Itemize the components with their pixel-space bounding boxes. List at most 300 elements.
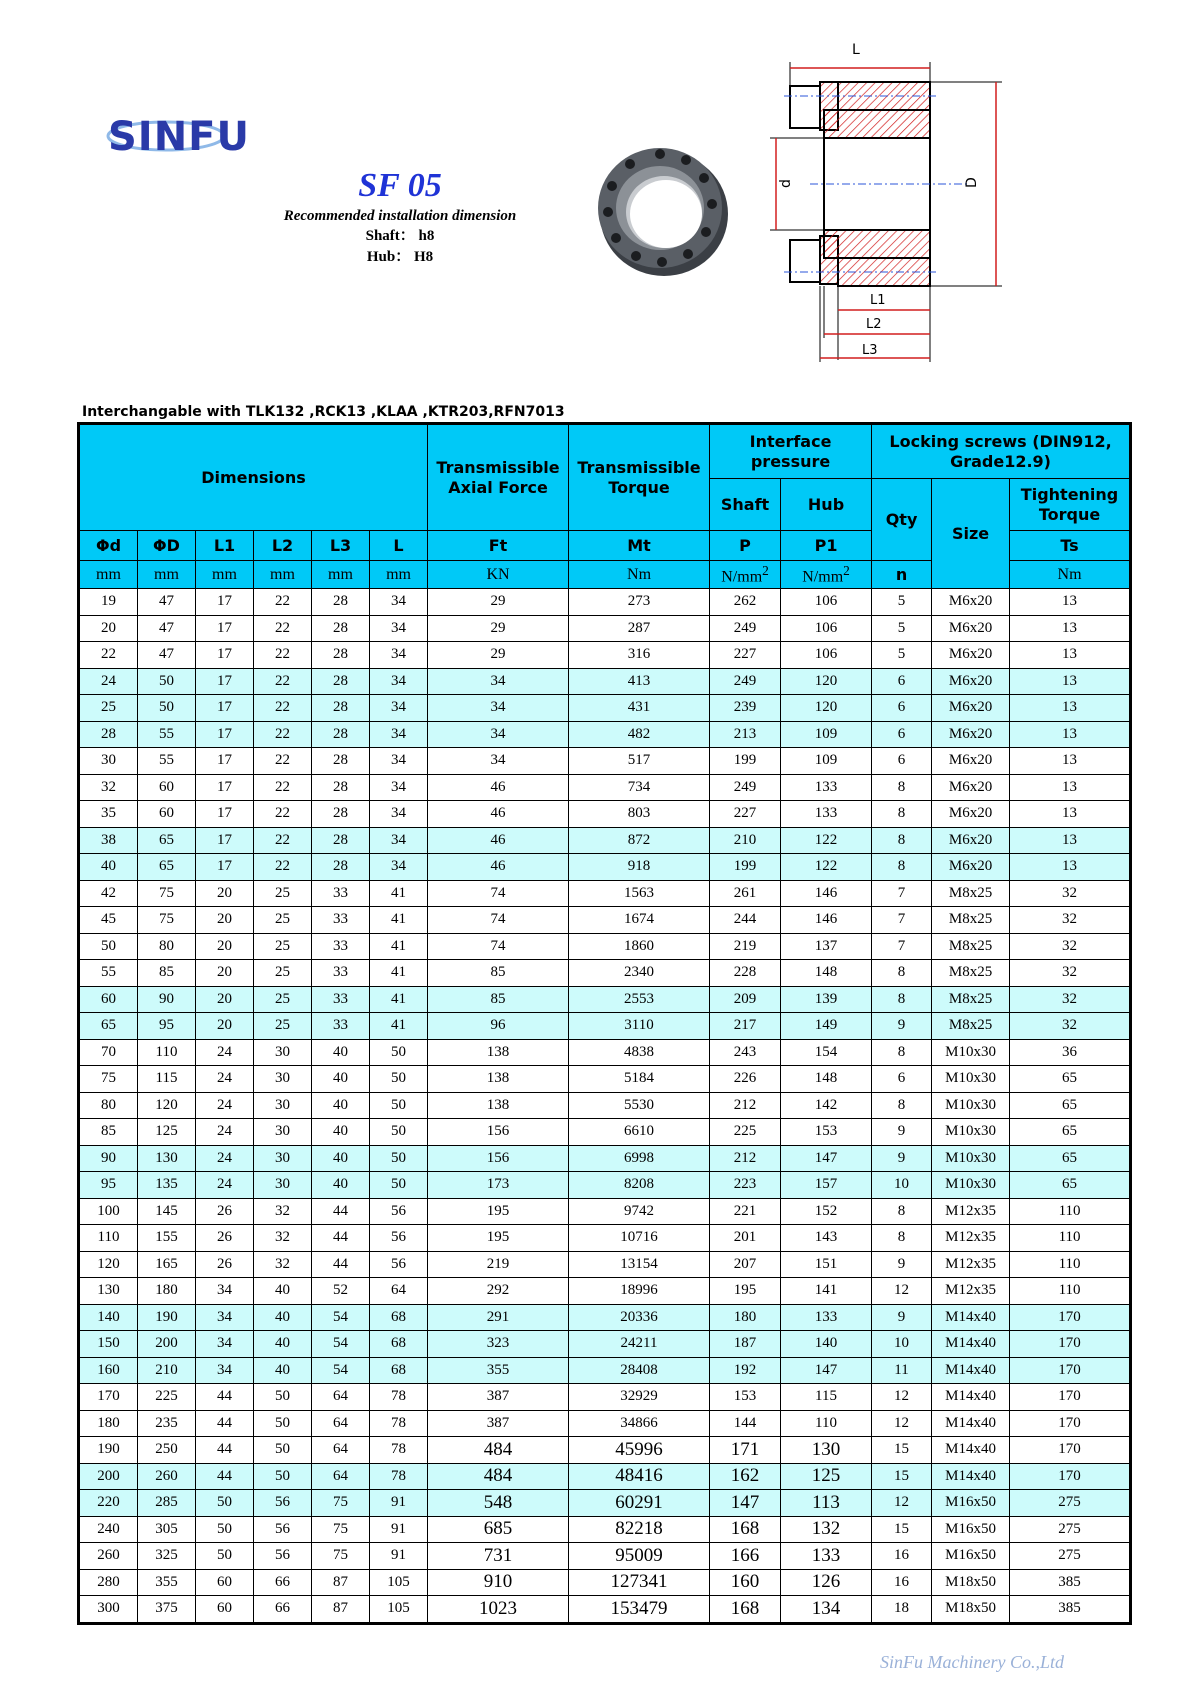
table-cell: 13	[1010, 668, 1130, 695]
table-cell: 160	[710, 1569, 781, 1596]
table-cell: M14x40	[932, 1384, 1010, 1411]
table-cell: 734	[569, 774, 710, 801]
table-cell: 138	[428, 1039, 569, 1066]
table-cell: 96	[428, 1013, 569, 1040]
table-cell: 17	[196, 748, 254, 775]
table-cell: 90	[138, 986, 196, 1013]
table-cell: 50	[138, 668, 196, 695]
table-cell: 9	[872, 1251, 932, 1278]
header-dimensions: Dimensions	[80, 425, 428, 531]
table-cell: 140	[80, 1304, 138, 1331]
table-cell: 34	[428, 668, 569, 695]
table-cell: 7	[872, 933, 932, 960]
table-cell: 6998	[569, 1145, 710, 1172]
table-cell: 50	[138, 695, 196, 722]
table-cell: 65	[1010, 1066, 1130, 1093]
table-cell: 50	[370, 1092, 428, 1119]
table-cell: 157	[781, 1172, 872, 1199]
table-cell: 41	[370, 986, 428, 1013]
table-cell: 146	[781, 880, 872, 907]
sym-D: ΦD	[138, 531, 196, 561]
table-cell: 22	[254, 668, 312, 695]
table-cell: 64	[370, 1278, 428, 1305]
table-cell: 325	[138, 1543, 196, 1570]
table-cell: 228	[710, 960, 781, 987]
table-cell: 168	[710, 1596, 781, 1623]
table-cell: 6	[872, 748, 932, 775]
table-cell: 22	[80, 642, 138, 669]
table-cell: 28	[312, 854, 370, 881]
table-cell: 24	[196, 1039, 254, 1066]
svg-text:D: D	[964, 177, 980, 188]
table-cell: 115	[138, 1066, 196, 1093]
table-cell: 162	[710, 1463, 781, 1490]
table-cell: 210	[710, 827, 781, 854]
table-cell: 22	[254, 615, 312, 642]
table-cell: 1563	[569, 880, 710, 907]
table-cell: 34	[370, 695, 428, 722]
table-cell: 387	[428, 1410, 569, 1437]
table-cell: 28	[312, 827, 370, 854]
table-cell: M8x25	[932, 933, 1010, 960]
table-cell: 5	[872, 615, 932, 642]
table-cell: M10x30	[932, 1039, 1010, 1066]
table-cell: 173	[428, 1172, 569, 1199]
table-cell: 34	[370, 774, 428, 801]
table-row	[80, 1039, 1130, 1066]
table-cell: 8	[872, 960, 932, 987]
table-cell: 85	[428, 960, 569, 987]
table-cell: 155	[138, 1225, 196, 1252]
table-cell: 150	[80, 1331, 138, 1358]
table-cell: 8	[872, 827, 932, 854]
table-cell: 87	[312, 1596, 370, 1623]
table-cell: 33	[312, 986, 370, 1013]
sym-d: Φd	[80, 531, 138, 561]
table-cell: 34	[428, 748, 569, 775]
table-cell: 56	[254, 1543, 312, 1570]
table-cell: 34	[428, 721, 569, 748]
svg-text:L3: L3	[862, 343, 878, 358]
table-cell: 153	[781, 1119, 872, 1146]
table-cell: 171	[710, 1437, 781, 1464]
table-cell: 147	[781, 1145, 872, 1172]
table-cell: 30	[254, 1145, 312, 1172]
table-cell: 41	[370, 1013, 428, 1040]
table-cell: 22	[254, 642, 312, 669]
table-cell: 280	[80, 1569, 138, 1596]
table-cell: 82218	[569, 1516, 710, 1543]
sym-Ft: Ft	[428, 531, 569, 561]
table-cell: 56	[370, 1198, 428, 1225]
table-cell: 65	[138, 854, 196, 881]
table-row	[80, 854, 1130, 881]
table-cell: 134	[781, 1596, 872, 1623]
table-cell: 106	[781, 589, 872, 616]
table-cell: 15	[872, 1516, 932, 1543]
table-cell: M10x30	[932, 1066, 1010, 1093]
table-cell: 275	[1010, 1543, 1130, 1570]
table-cell: 34	[370, 854, 428, 881]
header-locking-screws: Locking screws (DIN912, Grade12.9)	[872, 425, 1130, 479]
table-cell: 918	[569, 854, 710, 881]
table-cell: 60	[138, 801, 196, 828]
table-cell: 195	[428, 1225, 569, 1252]
table-cell: 91	[370, 1516, 428, 1543]
table-cell: 375	[138, 1596, 196, 1623]
table-cell: 40	[312, 1039, 370, 1066]
table-cell: 44	[312, 1198, 370, 1225]
table-cell: 40	[254, 1304, 312, 1331]
table-cell: 6	[872, 668, 932, 695]
table-cell: 13	[1010, 615, 1130, 642]
table-cell: 33	[312, 960, 370, 987]
table-cell: 187	[710, 1331, 781, 1358]
table-cell: M6x20	[932, 668, 1010, 695]
footer-company: SinFu Machinery Co.,Ltd	[880, 1652, 1064, 1672]
table-cell: 50	[80, 933, 138, 960]
table-cell: 8	[872, 1092, 932, 1119]
table-cell: 44	[312, 1225, 370, 1252]
table-cell: 30	[254, 1066, 312, 1093]
sinfu-logo-graphic	[104, 102, 286, 168]
table-cell: 12	[872, 1384, 932, 1411]
table-cell: 50	[254, 1463, 312, 1490]
table-row	[80, 1384, 1130, 1411]
table-cell: 12	[872, 1490, 932, 1517]
table-cell: 484	[428, 1463, 569, 1490]
table-cell: 46	[428, 774, 569, 801]
table-cell: 78	[370, 1410, 428, 1437]
table-cell: 8	[872, 774, 932, 801]
table-cell: 56	[254, 1490, 312, 1517]
table-cell: 22	[254, 801, 312, 828]
table-cell: 7	[872, 907, 932, 934]
table-cell: 25	[254, 960, 312, 987]
table-row	[80, 1304, 1130, 1331]
sym-L: L	[370, 531, 428, 561]
table-cell: 110	[1010, 1225, 1130, 1252]
table-cell: 34	[428, 695, 569, 722]
table-row	[80, 642, 1130, 669]
table-cell: 12	[872, 1278, 932, 1305]
unit-D: mm	[138, 561, 196, 589]
table-row	[80, 1092, 1130, 1119]
table-cell: 685	[428, 1516, 569, 1543]
table-cell: 68	[370, 1357, 428, 1384]
table-cell: 56	[370, 1251, 428, 1278]
table-cell: 26	[196, 1198, 254, 1225]
table-cell: 137	[781, 933, 872, 960]
table-cell: 872	[569, 827, 710, 854]
table-cell: 323	[428, 1331, 569, 1358]
table-cell: 32	[1010, 986, 1130, 1013]
table-cell: M18x50	[932, 1569, 1010, 1596]
table-cell: 50	[370, 1066, 428, 1093]
table-cell: 24	[196, 1066, 254, 1093]
table-cell: 110	[1010, 1278, 1130, 1305]
table-cell: 55	[138, 721, 196, 748]
table-cell: 109	[781, 748, 872, 775]
table-cell: 17	[196, 642, 254, 669]
sinfu-logo	[104, 102, 286, 168]
table-cell: 3110	[569, 1013, 710, 1040]
table-cell: 33	[312, 880, 370, 907]
table-cell: 139	[781, 986, 872, 1013]
table-cell: 50	[254, 1437, 312, 1464]
header-hub: Hub	[781, 479, 872, 531]
table-cell: 7	[872, 880, 932, 907]
table-cell: 431	[569, 695, 710, 722]
header-qty: Qty	[872, 479, 932, 561]
table-cell: 130	[138, 1145, 196, 1172]
table-cell: 64	[312, 1410, 370, 1437]
table-row	[80, 801, 1130, 828]
table-cell: 78	[370, 1437, 428, 1464]
table-cell: M12x35	[932, 1278, 1010, 1305]
table-cell: 46	[428, 801, 569, 828]
sym-P: P	[710, 531, 781, 561]
table-cell: 66	[254, 1569, 312, 1596]
table-cell: 244	[710, 907, 781, 934]
table-cell: 113	[781, 1490, 872, 1517]
table-cell: 55	[138, 748, 196, 775]
table-cell: 32	[1010, 960, 1130, 987]
table-cell: 262	[710, 589, 781, 616]
table-cell: 127341	[569, 1569, 710, 1596]
table-cell: 13	[1010, 748, 1130, 775]
table-cell: 50	[370, 1172, 428, 1199]
table-cell: 54	[312, 1304, 370, 1331]
title-block	[250, 166, 550, 268]
table-cell: 125	[138, 1119, 196, 1146]
table-row	[80, 1569, 1130, 1596]
table-cell: 18	[872, 1596, 932, 1623]
table-cell: 219	[710, 933, 781, 960]
table-cell: 13	[1010, 827, 1130, 854]
table-cell: 64	[312, 1437, 370, 1464]
table-cell: 38	[80, 827, 138, 854]
table-cell: 52	[312, 1278, 370, 1305]
table-cell: 34	[370, 642, 428, 669]
table-cell: 41	[370, 907, 428, 934]
table-cell: 75	[312, 1516, 370, 1543]
table-cell: 34	[370, 827, 428, 854]
table-row	[80, 615, 1130, 642]
table-cell: 8208	[569, 1172, 710, 1199]
unit-L1: mm	[196, 561, 254, 589]
table-cell: 65	[1010, 1092, 1130, 1119]
table-cell: 18996	[569, 1278, 710, 1305]
unit-d: mm	[80, 561, 138, 589]
table-cell: 190	[138, 1304, 196, 1331]
table-cell: 74	[428, 933, 569, 960]
table-cell: 387	[428, 1384, 569, 1411]
table-row	[80, 1278, 1130, 1305]
spec-table	[79, 424, 1130, 1623]
table-cell: 36	[1010, 1039, 1130, 1066]
table-cell: 130	[80, 1278, 138, 1305]
table-row	[80, 1013, 1130, 1040]
sym-P1: P1	[781, 531, 872, 561]
table-cell: 68	[370, 1331, 428, 1358]
table-cell: 40	[254, 1357, 312, 1384]
table-cell: 132	[781, 1516, 872, 1543]
table-cell: 9	[872, 1304, 932, 1331]
table-row	[80, 1119, 1130, 1146]
table-cell: 5	[872, 642, 932, 669]
table-cell: 300	[80, 1596, 138, 1623]
table-cell: 6	[872, 721, 932, 748]
table-cell: 32	[1010, 880, 1130, 907]
table-cell: 78	[370, 1463, 428, 1490]
table-cell: 44	[312, 1251, 370, 1278]
table-cell: 148	[781, 960, 872, 987]
table-cell: M8x25	[932, 907, 1010, 934]
table-cell: 80	[80, 1092, 138, 1119]
table-cell: 153479	[569, 1596, 710, 1623]
table-cell: 25	[254, 907, 312, 934]
table-cell: 106	[781, 642, 872, 669]
table-cell: 28	[312, 615, 370, 642]
table-cell: 20	[196, 907, 254, 934]
table-cell: M10x30	[932, 1092, 1010, 1119]
table-cell: 40	[312, 1172, 370, 1199]
table-cell: 34	[196, 1278, 254, 1305]
table-cell: 9	[872, 1013, 932, 1040]
table-cell: 803	[569, 801, 710, 828]
table-cell: 32	[80, 774, 138, 801]
table-cell: 133	[781, 801, 872, 828]
table-cell: 180	[80, 1410, 138, 1437]
table-cell: 41	[370, 960, 428, 987]
table-cell: 32	[1010, 907, 1130, 934]
table-cell: 29	[428, 642, 569, 669]
table-cell: 190	[80, 1437, 138, 1464]
unit-Mt: Nm	[569, 561, 710, 589]
table-cell: 6	[872, 1066, 932, 1093]
sym-Ts: Ts	[1010, 531, 1130, 561]
table-cell: 19	[80, 589, 138, 616]
table-cell: 16	[872, 1569, 932, 1596]
spec-table-body	[80, 589, 1130, 1623]
table-cell: 385	[1010, 1596, 1130, 1623]
table-cell: 32	[1010, 933, 1130, 960]
table-cell: 5530	[569, 1092, 710, 1119]
table-cell: 50	[196, 1543, 254, 1570]
table-cell: 40	[312, 1145, 370, 1172]
table-cell: 54	[312, 1331, 370, 1358]
table-cell: 55	[80, 960, 138, 987]
table-cell: 125	[781, 1463, 872, 1490]
table-cell: 75	[312, 1543, 370, 1570]
table-cell: 28	[312, 695, 370, 722]
table-cell: 9	[872, 1119, 932, 1146]
table-cell: 110	[1010, 1198, 1130, 1225]
table-cell: 28	[80, 721, 138, 748]
table-cell: 33	[312, 907, 370, 934]
table-cell: 41	[370, 933, 428, 960]
table-cell: 25	[254, 1013, 312, 1040]
table-cell: 54	[312, 1357, 370, 1384]
table-cell: 45996	[569, 1437, 710, 1464]
table-cell: 44	[196, 1410, 254, 1437]
table-cell: 17	[196, 827, 254, 854]
table-cell: 25	[254, 933, 312, 960]
table-cell: 316	[569, 642, 710, 669]
table-cell: M14x40	[932, 1437, 1010, 1464]
table-cell: 225	[138, 1384, 196, 1411]
table-row	[80, 880, 1130, 907]
table-cell: 30	[254, 1092, 312, 1119]
product-photo	[588, 136, 736, 280]
table-cell: M12x35	[932, 1251, 1010, 1278]
table-cell: 40	[312, 1066, 370, 1093]
table-row	[80, 907, 1130, 934]
header-torque: Transmissible Torque	[569, 425, 710, 531]
table-cell: M14x40	[932, 1357, 1010, 1384]
table-cell: 273	[569, 589, 710, 616]
table-cell: 22	[254, 748, 312, 775]
table-cell: 305	[138, 1516, 196, 1543]
table-cell: 13	[1010, 854, 1130, 881]
table-cell: 17	[196, 774, 254, 801]
table-cell: M8x25	[932, 1013, 1010, 1040]
table-cell: 1860	[569, 933, 710, 960]
table-cell: 22	[254, 695, 312, 722]
table-cell: 170	[1010, 1410, 1130, 1437]
table-cell: 249	[710, 668, 781, 695]
table-cell: 200	[138, 1331, 196, 1358]
table-cell: 30	[254, 1039, 312, 1066]
table-cell: 56	[254, 1516, 312, 1543]
table-cell: 65	[138, 827, 196, 854]
table-cell: 170	[1010, 1463, 1130, 1490]
table-cell: 29	[428, 589, 569, 616]
table-cell: M6x20	[932, 827, 1010, 854]
table-cell: 65	[1010, 1145, 1130, 1172]
table-cell: M8x25	[932, 986, 1010, 1013]
table-cell: 17	[196, 854, 254, 881]
table-cell: 85	[428, 986, 569, 1013]
table-cell: M16x50	[932, 1543, 1010, 1570]
header-interface-pressure: Interface pressure	[710, 425, 872, 479]
table-cell: 154	[781, 1039, 872, 1066]
table-cell: M10x30	[932, 1145, 1010, 1172]
svg-text:d: d	[778, 179, 794, 188]
table-cell: 260	[80, 1543, 138, 1570]
table-cell: 160	[80, 1357, 138, 1384]
table-cell: 15	[872, 1463, 932, 1490]
table-cell: M12x35	[932, 1198, 1010, 1225]
table-cell: M8x25	[932, 960, 1010, 987]
table-cell: 110	[1010, 1251, 1130, 1278]
table-row	[80, 1437, 1130, 1464]
table-cell: 17	[196, 801, 254, 828]
table-cell: M6x20	[932, 589, 1010, 616]
table-cell: 20	[196, 880, 254, 907]
table-cell: 46	[428, 827, 569, 854]
table-cell: 50	[196, 1516, 254, 1543]
table-cell: 138	[428, 1066, 569, 1093]
table-cell: 217	[710, 1013, 781, 1040]
table-cell: 68	[370, 1304, 428, 1331]
table-cell: 5184	[569, 1066, 710, 1093]
table-cell: 40	[254, 1331, 312, 1358]
table-cell: 166	[710, 1543, 781, 1570]
table-cell: 170	[1010, 1331, 1130, 1358]
table-cell: M14x40	[932, 1331, 1010, 1358]
